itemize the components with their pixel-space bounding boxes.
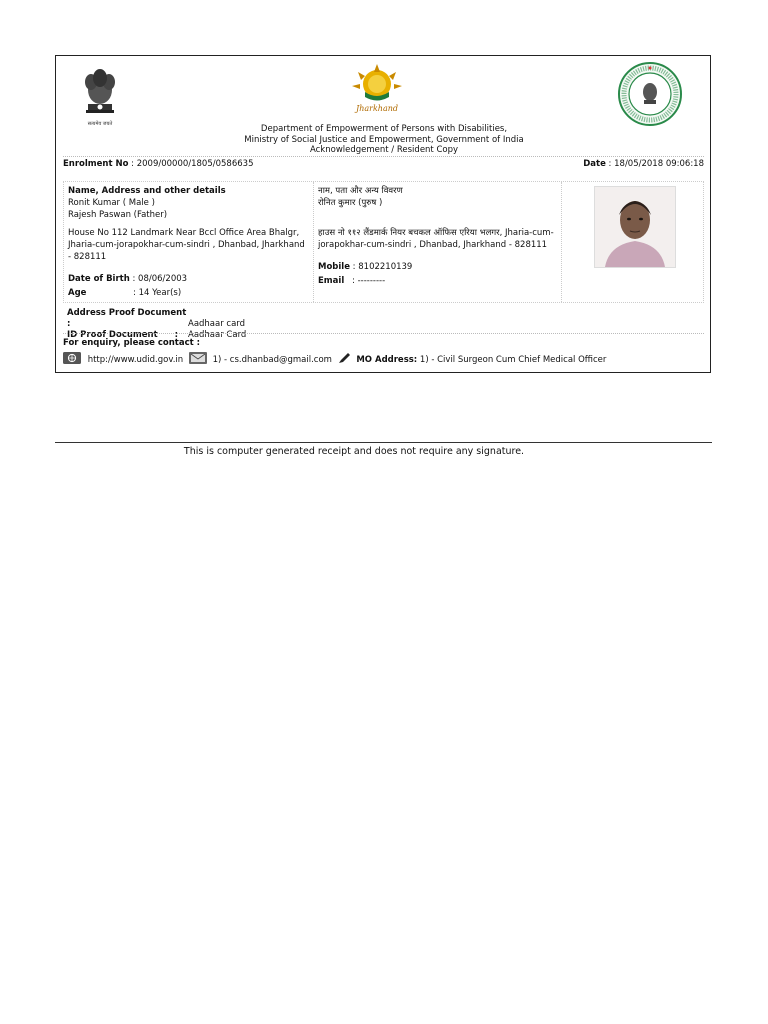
address-proof: Address Proof Document : Aadhaar card — [67, 308, 246, 329]
footer-divider — [55, 442, 712, 443]
mo-address: MO Address: 1) - Civil Surgeon Cum Chief Medical Officer — [356, 354, 607, 365]
pen-icon — [338, 352, 351, 367]
applicant-photo — [594, 186, 676, 268]
date-of-birth: Date of Birth : 08/06/2003 — [68, 274, 188, 284]
address-hindi: हाउस नो ११२ लैंडमार्क नियर बचकल ऑफिस एरिया भलगर, Jharia-cum-jorapokhar-cum-sindri , Dhanbad, Jharkhand - 828111 — [318, 228, 554, 250]
acknowledgement-receipt — [55, 55, 711, 373]
address-english: House No 112 Landmark Near Bccl Office Area Bhalgr, Jharia-cum-jorapokhar-cum-sindri , Dhanbad, Jharkhand - 828111 — [68, 228, 305, 262]
contact-email[interactable]: 1) - cs.dhanbad@gmail.com — [212, 354, 332, 365]
mobile-number: Mobile : 8102210139 — [318, 262, 413, 272]
email-address: Email : --------- — [318, 276, 386, 286]
enrolment-number: Enrolment No : 2009/00000/1805/0586635 — [63, 159, 254, 169]
mail-icon — [189, 352, 207, 367]
applicant-name-hindi: रोनित कुमार (पुरुष ) — [318, 198, 383, 208]
receipt-date: Date : 18/05/2018 09:06:18 — [583, 159, 704, 169]
department-heading — [56, 124, 712, 156]
details-table — [63, 181, 704, 303]
emblem-caption: सत्यमेव जयते — [87, 121, 113, 127]
id-proof: ID Proof Document : Aadhaar Card — [67, 330, 247, 340]
national-emblem-logo — [80, 64, 120, 127]
details-heading: Name, Address and other details — [68, 186, 226, 196]
dept-line-1: Department of Empowerment of Persons with Disabilities, — [260, 124, 508, 134]
svg-text:Jharkhand: Jharkhand — [356, 104, 398, 113]
father-name: Rajesh Paswan (Father) — [68, 210, 168, 220]
lion-capital-icon — [80, 64, 120, 116]
photo-column — [562, 182, 703, 302]
enrolment-row — [63, 156, 704, 169]
details-english-column — [64, 182, 314, 302]
jharkhand-state-logo — [348, 64, 406, 114]
dept-line-2: Ministry of Social Justice and Empowerment, Government of India — [244, 134, 524, 145]
seal-icon — [618, 62, 682, 126]
department-seal-logo — [618, 62, 682, 126]
details-hindi-column — [314, 182, 562, 302]
website-icon — [63, 352, 81, 367]
age: Age : 14 Year(s) — [68, 288, 182, 298]
dept-line-3: Acknowledgement / Resident Copy — [309, 145, 459, 155]
person-photo-icon — [595, 187, 675, 267]
state-emblem-icon — [348, 64, 406, 114]
contact-section — [63, 333, 704, 365]
website-link[interactable]: http://www.udid.gov.in — [87, 354, 184, 365]
details-heading-hindi: नाम, पता और अन्य विवरण — [318, 186, 403, 196]
applicant-name: Ronit Kumar ( Male ) — [68, 198, 155, 208]
contact-row — [63, 352, 606, 367]
footer-note: This is computer generated receipt and does not require any signature. — [183, 446, 525, 457]
contact-heading: For enquiry, please contact : — [63, 338, 201, 348]
